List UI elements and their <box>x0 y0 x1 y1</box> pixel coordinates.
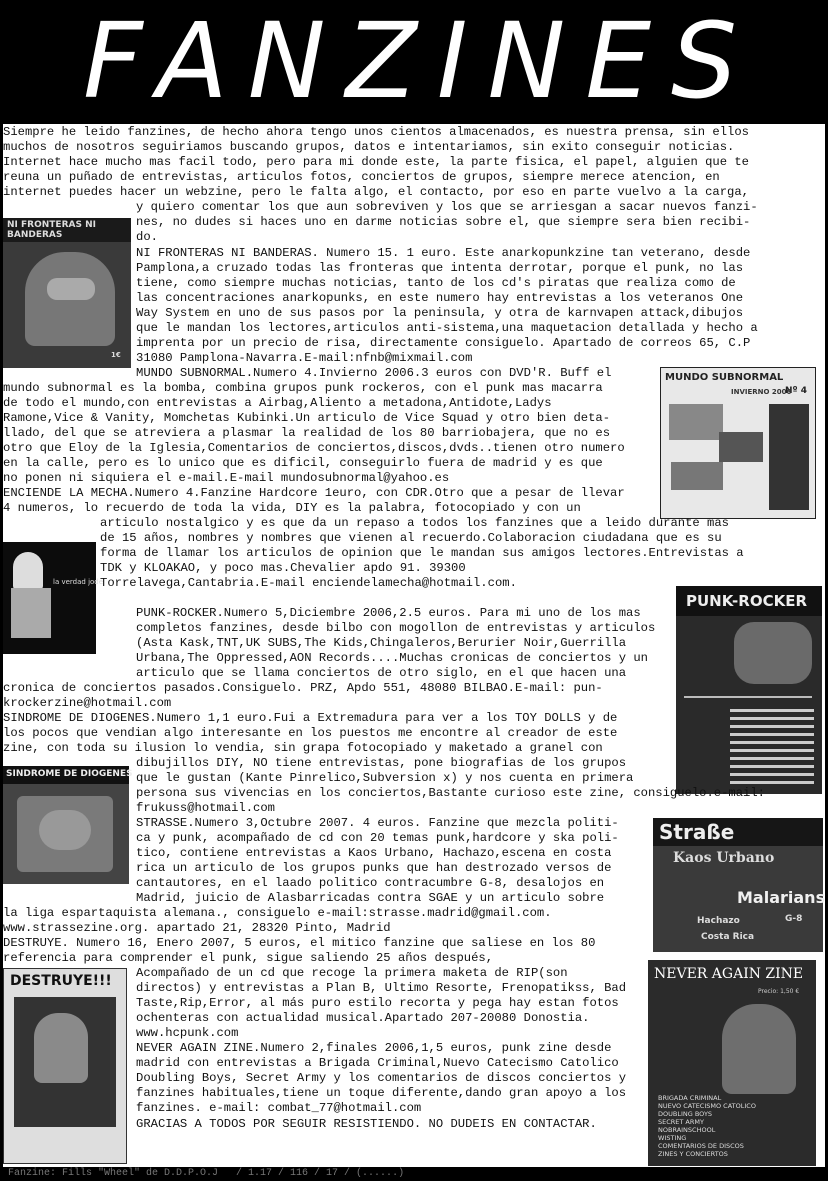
mundo-subnormal-cover-issue: Nº 4 <box>785 386 808 396</box>
intro-line: nes, no dudes si haces uno en darme noticias sobre el, que siempre sera bien recibi- <box>136 215 751 229</box>
review-line: www.strassezine.org. apartado 21, 28320 Pinto, Madrid <box>3 921 391 935</box>
strasse-cover <box>653 818 826 952</box>
review-line: en la calle, pero es lo unico que es dificil, conseguirlo fuera de madrid y es que <box>3 456 603 470</box>
review-line: otro que Eloy de la Iglesia,Comentarios de conciertos,discos,dvds..tienen otro numero <box>3 441 625 455</box>
review-line: ochenteras con actualidad musical.Apartado 207-20080 Donostia. <box>136 1011 590 1025</box>
review-line: NEVER AGAIN ZINE.Numero 2,finales 2006,1,5 euros, punk zine desde <box>136 1041 612 1055</box>
review-line: articulo nostalgico y es que da un repaso a todos los fanzines que a leido durante mas <box>100 516 729 530</box>
sindrome-de-diogenes-cover-title: SINDROME DE DIOGENES <box>6 769 133 779</box>
review-line: fanzines. e-mail: combat_77@hotmail.com <box>136 1101 422 1115</box>
review-line: Acompañado de un cd que recoge la primera maketa de RIP(son <box>136 966 568 980</box>
review-line: STRASSE.Numero 3,Octubre 2007. 4 euros. Fanzine que mezcla politi- <box>136 816 619 830</box>
review-line: no ponen ni siquiera el e-mail.E-mail mundosubnormal@yahoo.es <box>3 471 450 485</box>
article-body <box>3 124 825 1167</box>
review-line: tiene, como siempre muchas noticias, tanto de los cd's piratas que realiza como de <box>136 276 736 290</box>
review-line: SINDROME DE DIOGENES.Numero 1,1 euro.Fui a Extremadura para ver a los TOY DOLLS y de <box>3 711 618 725</box>
strasse-cover-hachazo: Hachazo <box>697 916 740 926</box>
never-again-cover-item: DOUBLING BOYS <box>658 1110 713 1118</box>
intro-line: muchos de nosotros seguiriamos buscando grupos, datos e intentariamos, sin exito conseguir noticias. <box>3 140 735 154</box>
never-again-cover-item: WISTING <box>658 1134 687 1142</box>
intro-line: internet puedes hacer un webzine, pero le falta algo, el contacto, por eso en parte vuelvo a la carga, <box>3 185 749 199</box>
never-again-cover-item: COMENTARIOS DE DISCOS <box>658 1142 744 1150</box>
ni-fronteras-cover-price: 1€ <box>111 351 121 359</box>
review-line: DESTRUYE. Numero 16, Enero 2007, 5 euros, el mitico fanzine que saliese en los 80 <box>3 936 596 950</box>
mundo-subnormal-cover <box>660 367 816 519</box>
sindrome-de-diogenes-cover <box>3 766 133 884</box>
review-line: directos) y entrevistas a Plan B, Ultimo Resorte, Frenopatikss, Bad <box>136 981 627 995</box>
strasse-cover-g8: G-8 <box>785 914 803 924</box>
review-line: PUNK-ROCKER.Numero 5,Diciembre 2006,2.5 euros. Para mi uno de los mas <box>136 606 641 620</box>
enciende-la-mecha-cover-title: la verdad jode <box>53 578 104 586</box>
review-line: cronica de conciertos pasados.Consiguelo. PRZ, Apdo 551, 48080 BILBAO.E-mail: pun- <box>3 681 603 695</box>
review-line: la liga espartaquista alemana., consiguelo e-mail:strasse.madrid@gmail.com. <box>3 906 552 920</box>
strasse-cover-subtitle: Kaos Urbano <box>673 850 775 866</box>
review-line: forma de llamar los articulos de opinion que le mandan sus amigos lectores.Entrevistas a <box>100 546 744 560</box>
review-line: ENCIENDE LA MECHA.Numero 4.Fanzine Hardcore 1euro, con CDR.Otro que a pesar de llevar <box>3 486 625 500</box>
never-again-cover-item: NUEVO CATECISMO CATOLICO <box>658 1102 756 1110</box>
review-line: fanzines habituales,tiene un toque diferente,dando gran apoyo a los <box>136 1086 627 1100</box>
review-line: Ramone,Vice & Vanity, Momchetas Kubinki.Un articulo de Vice Squad y otro bien deta- <box>3 411 611 425</box>
mundo-subnormal-cover-title: MUNDO SUBNORMAL <box>665 372 784 383</box>
review-line: krockerzine@hotmail.com <box>3 696 172 710</box>
review-line: imprenta por un precio de risa, directamente consiguelo. Apartado de correos 65, C.P <box>136 336 751 350</box>
review-line: Madrid, juicio de Alasbarricadas contra SGAE y un articulo sobre <box>136 891 605 905</box>
review-line: articulo que se llama conciertos de otro siglo, en el que hacen una <box>136 666 627 680</box>
review-line: ca y punk, acompañado de cd con 20 temas punk,hardcore y ska poli- <box>136 831 619 845</box>
review-line: que le mandan los lectores,articulos anti-sistema,una maquetacion detallada y hecho a <box>136 321 758 335</box>
header-banner <box>0 0 828 124</box>
closing-line: GRACIAS A TODOS POR SEGUIR RESISTIENDO. NO DUDEIS EN CONTACTAR. <box>136 1117 597 1131</box>
review-line: de 15 años, nombres y nombres que vienen al recuerdo.Colaboracion ciudadana que es su <box>100 531 722 545</box>
review-line: 4 numeros, lo recuerdo de toda la vida, DIY es la palabra, fotocopiado y con un <box>3 501 581 515</box>
review-line: Taste,Rip,Error, al más puro estilo recorta y pega hay estan fotos <box>136 996 619 1010</box>
mundo-subnormal-cover-date: INVIERNO 2006 <box>731 388 792 396</box>
review-line: llado, del que se atreviera a plasmar la realidad de los 80 barriobajera, que no es <box>3 426 611 440</box>
never-again-cover-price: Precio: 1,50 € <box>758 988 800 995</box>
footer-caption: Fanzine: Fills "Wheel" de D.D.P.O.J / 1.17 / 116 / 17 / (......) <box>8 1168 405 1179</box>
review-line: tico, contiene entrevistas a Kaos Urbano, Hachazo,escena en costa <box>136 846 612 860</box>
never-again-cover-item: BRIGADA CRIMINAL <box>658 1094 722 1102</box>
punk-rocker-cover <box>676 586 822 794</box>
review-line: Doubling Boys, Secret Army y los comentarios de discos conciertos y <box>136 1071 627 1085</box>
review-line: los pocos que vendian algo interesante en los puestos me encontre al creador de este <box>3 726 618 740</box>
review-line: de todo el mundo,con entrevistas a Airbag,Aliento a metadona,Antidote,Ladys <box>3 396 552 410</box>
review-line: frukuss@hotmail.com <box>136 801 275 815</box>
never-again-zine-cover <box>648 960 816 1166</box>
review-line: Urbana,The Oppressed,AON Records....Muchas cronicas de conciertos y un <box>136 651 648 665</box>
review-line: NI FRONTERAS NI BANDERAS. Numero 15. 1 euro. Este anarkopunkzine tan veterano, desde <box>136 246 751 260</box>
review-line: Pamplona,a cruzado todas las fronteras que intenta derrotar, porque el punk, no las <box>136 261 744 275</box>
review-line: mundo subnormal es la bomba, combina grupos punk rockeros, con el punk mas macarra <box>3 381 603 395</box>
review-line: madrid con entrevistas a Brigada Criminal,Nuevo Catecismo Catolico <box>136 1056 619 1070</box>
punk-rocker-cover-title: PUNK-ROCKER <box>686 592 808 610</box>
ni-fronteras-cover-title: NI FRONTERAS NI BANDERAS <box>7 220 96 240</box>
strasse-cover-title: Straße <box>659 820 735 844</box>
never-again-cover-item: NOBRAINSCHOOL <box>658 1126 716 1134</box>
never-again-cover-item: ZINES Y CONCIERTOS <box>658 1150 728 1158</box>
review-line: Way System en uno de sus pasos por la peninsula, y otra de karnvapen attack,dibujos <box>136 306 744 320</box>
destruye-cover-title: DESTRUYE!!! <box>10 973 112 989</box>
never-again-cover-title: NEVER AGAIN ZINE <box>654 966 804 982</box>
review-line: completos fanzines, desde bilbo con mogollon de entrevistas y articulos <box>136 621 656 635</box>
review-line: las concentraciones anarkopunks, en este numero hay entrevistas a los veteranos One <box>136 291 744 305</box>
review-line: www.hcpunk.com <box>136 1026 239 1040</box>
review-line: (Asta Kask,TNT,UK SUBS,The Kids,Chingaleros,Berurier Noir,Guerrilla <box>136 636 627 650</box>
page-title: FANZINES <box>82 0 758 122</box>
review-line: persona sus vivencias en los conciertos,Bastante curioso este zine, consiguelo.e-mail: <box>136 786 765 800</box>
intro-line: do. <box>136 230 158 244</box>
intro-line: reuna un puñado de entrevistas, articulos fotos, conciertos de grupos, siempre merece atencion, en <box>3 170 720 184</box>
ni-fronteras-cover <box>3 218 131 368</box>
never-again-cover-item: SECRET ARMY <box>658 1118 704 1126</box>
strasse-cover-band: Malarians <box>737 888 826 907</box>
review-line: rica un articulo de los grupos punks que han destrozado versos de <box>136 861 612 875</box>
review-line: zine, con toda su ilusion lo vendia, sin grapa fotocopiado y maketado a granel con <box>3 741 603 755</box>
intro-line: Siempre he leido fanzines, de hecho ahora tengo unos cientos almacenados, es nuestra prensa, sin ellos <box>3 125 749 139</box>
review-line: TDK y KLOAKAO, y poco mas.Chevalier apdo 91. 39300 <box>100 561 466 575</box>
strasse-cover-costa-rica: Costa Rica <box>701 932 755 942</box>
review-line: MUNDO SUBNORMAL.Numero 4.Invierno 2006.3 euros con DVD'R. Buff el <box>136 366 612 380</box>
review-line: referencia para comprender el punk, sigue saliendo 25 años después, <box>3 951 494 965</box>
review-line: que le gustan (Kante Pinrelico,Subversion x) y nos cuenta en primera <box>136 771 634 785</box>
destruye-cover <box>3 968 127 1164</box>
intro-line: y quiero comentar los que aun sobreviven y los que se arriesgan a sacar nuevos fanzi- <box>136 200 758 214</box>
review-line: dibujillos DIY, NO tiene entrevistas, pone biografias de los grupos <box>136 756 627 770</box>
review-line: 31080 Pamplona-Navarra.E-mail:nfnb@mixmail.com <box>136 351 473 365</box>
intro-line: Internet hace mucho mas facil todo, pero para mi donde este, la parte fisica, el papel, alguien que te <box>3 155 749 169</box>
enciende-la-mecha-cover <box>3 542 104 654</box>
review-line: cantautores, en el laado politico contracumbre G-8, desalojos en <box>136 876 605 890</box>
review-line: Torrelavega,Cantabria.E-mail enciendelamecha@hotmail.com. <box>100 576 517 590</box>
